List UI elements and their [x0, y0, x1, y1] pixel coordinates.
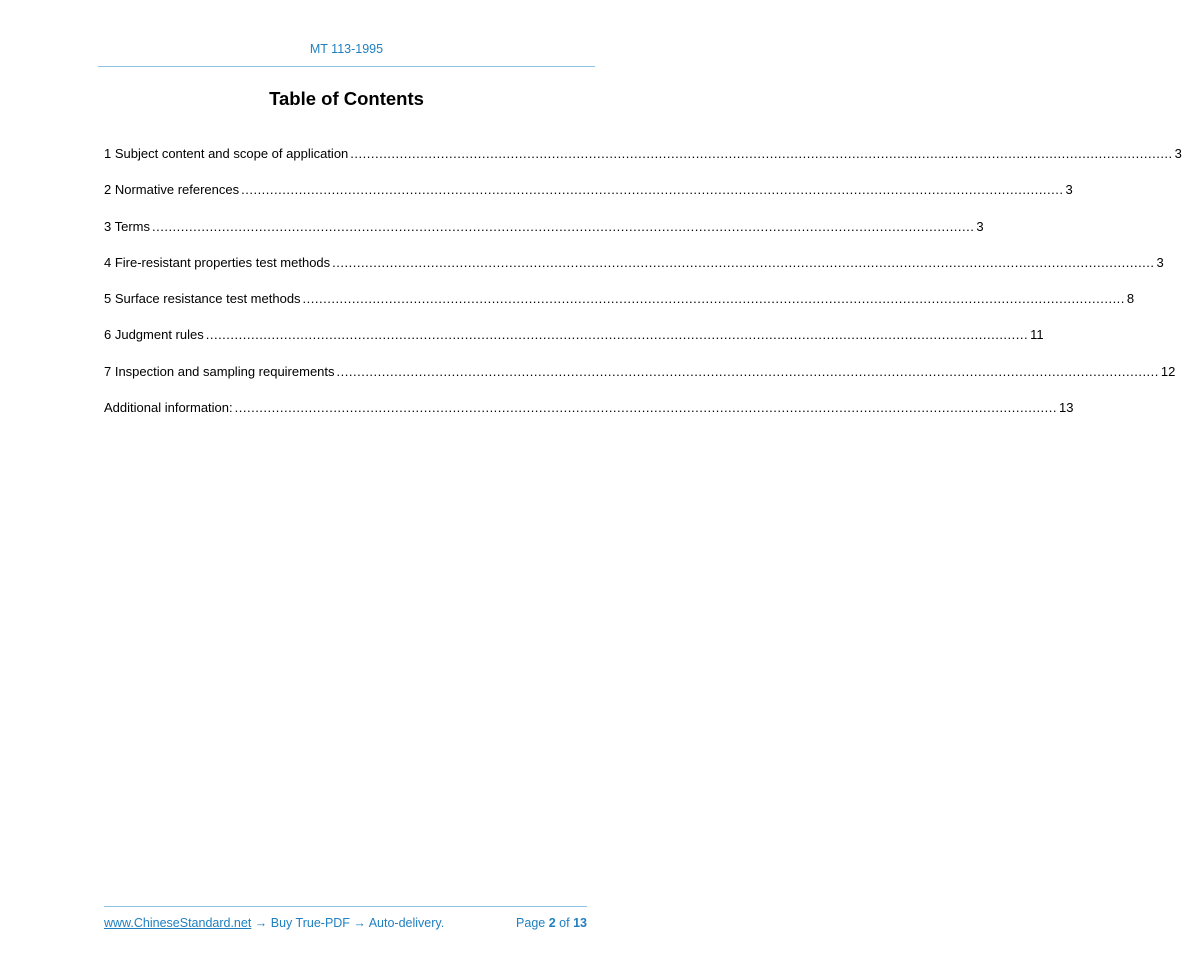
current-page-number: 2 [548, 916, 556, 930]
page-title: Table of Contents [269, 88, 424, 109]
toc-entry-label: 4 Fire-resistant properties test methods [104, 254, 331, 270]
toc-entry[interactable] [104, 145, 1182, 181]
toc-entry-page: 3 [1174, 146, 1182, 161]
header-document-code: MT 113-1995 [309, 42, 384, 56]
footer-promo-text: → Buy True-PDF → Auto-delivery. [251, 916, 445, 930]
page-indicator [516, 916, 587, 930]
page-word: Page [516, 916, 546, 930]
toc-entry-label: 1 Subject content and scope of application [104, 146, 349, 161]
table-of-contents [104, 145, 1182, 435]
toc-entry[interactable] [104, 254, 1164, 290]
footer-promo [104, 916, 444, 930]
toc-entry-page: 12 [1160, 363, 1176, 379]
toc-entry-page: 8 [1126, 291, 1135, 307]
toc-entry-label: 3 Terms [104, 218, 150, 234]
total-pages-number: 13 [573, 916, 587, 930]
toc-dot-leader: ........................................................................................................................................................................................................ [152, 218, 975, 234]
toc-dot-leader: ........................................................................................................................................................................................................ [332, 254, 1155, 270]
toc-entry-label: 5 Surface resistance test methods [104, 291, 301, 307]
toc-entry[interactable] [104, 363, 1176, 399]
toc-entry[interactable] [104, 326, 1044, 362]
toc-dot-leader: ........................................................................................................................................................................................................ [205, 327, 1029, 343]
toc-entry-label: 6 Judgment rules [104, 327, 204, 343]
header-divider [98, 66, 595, 67]
toc-entry-label: 2 Normative references [104, 182, 240, 198]
toc-dot-leader: ........................................................................................................................................................................................................ [302, 291, 1125, 307]
chinesestandard-link[interactable]: www.ChineseStandard.net [104, 916, 252, 930]
toc-entry-label: Additional information: [104, 400, 233, 416]
toc-entry-page: 11 [1030, 327, 1044, 343]
toc-dot-leader: ........................................................................................................................................................................................................ [234, 400, 1058, 416]
toc-entry[interactable] [104, 399, 1074, 435]
toc-entry[interactable] [104, 290, 1135, 326]
toc-entry-page: 3 [1156, 254, 1164, 270]
toc-dot-leader: ........................................................................................................................................................................................................ [336, 363, 1159, 379]
toc-dot-leader: ........................................................................................................................................................................................................ [241, 182, 1064, 198]
page-footer [104, 916, 587, 930]
toc-entry-page: 3 [1065, 182, 1073, 198]
footer-divider [104, 906, 587, 907]
of-word: of [559, 916, 570, 930]
toc-dot-leader: ........................................................................................................................................................................................................ [350, 146, 1173, 161]
toc-entry[interactable] [104, 218, 984, 254]
toc-entry[interactable] [104, 181, 1073, 217]
toc-entry-page: 13 [1059, 400, 1074, 416]
toc-entry-label: 7 Inspection and sampling requirements [104, 363, 335, 379]
toc-entry-page: 3 [976, 218, 984, 234]
